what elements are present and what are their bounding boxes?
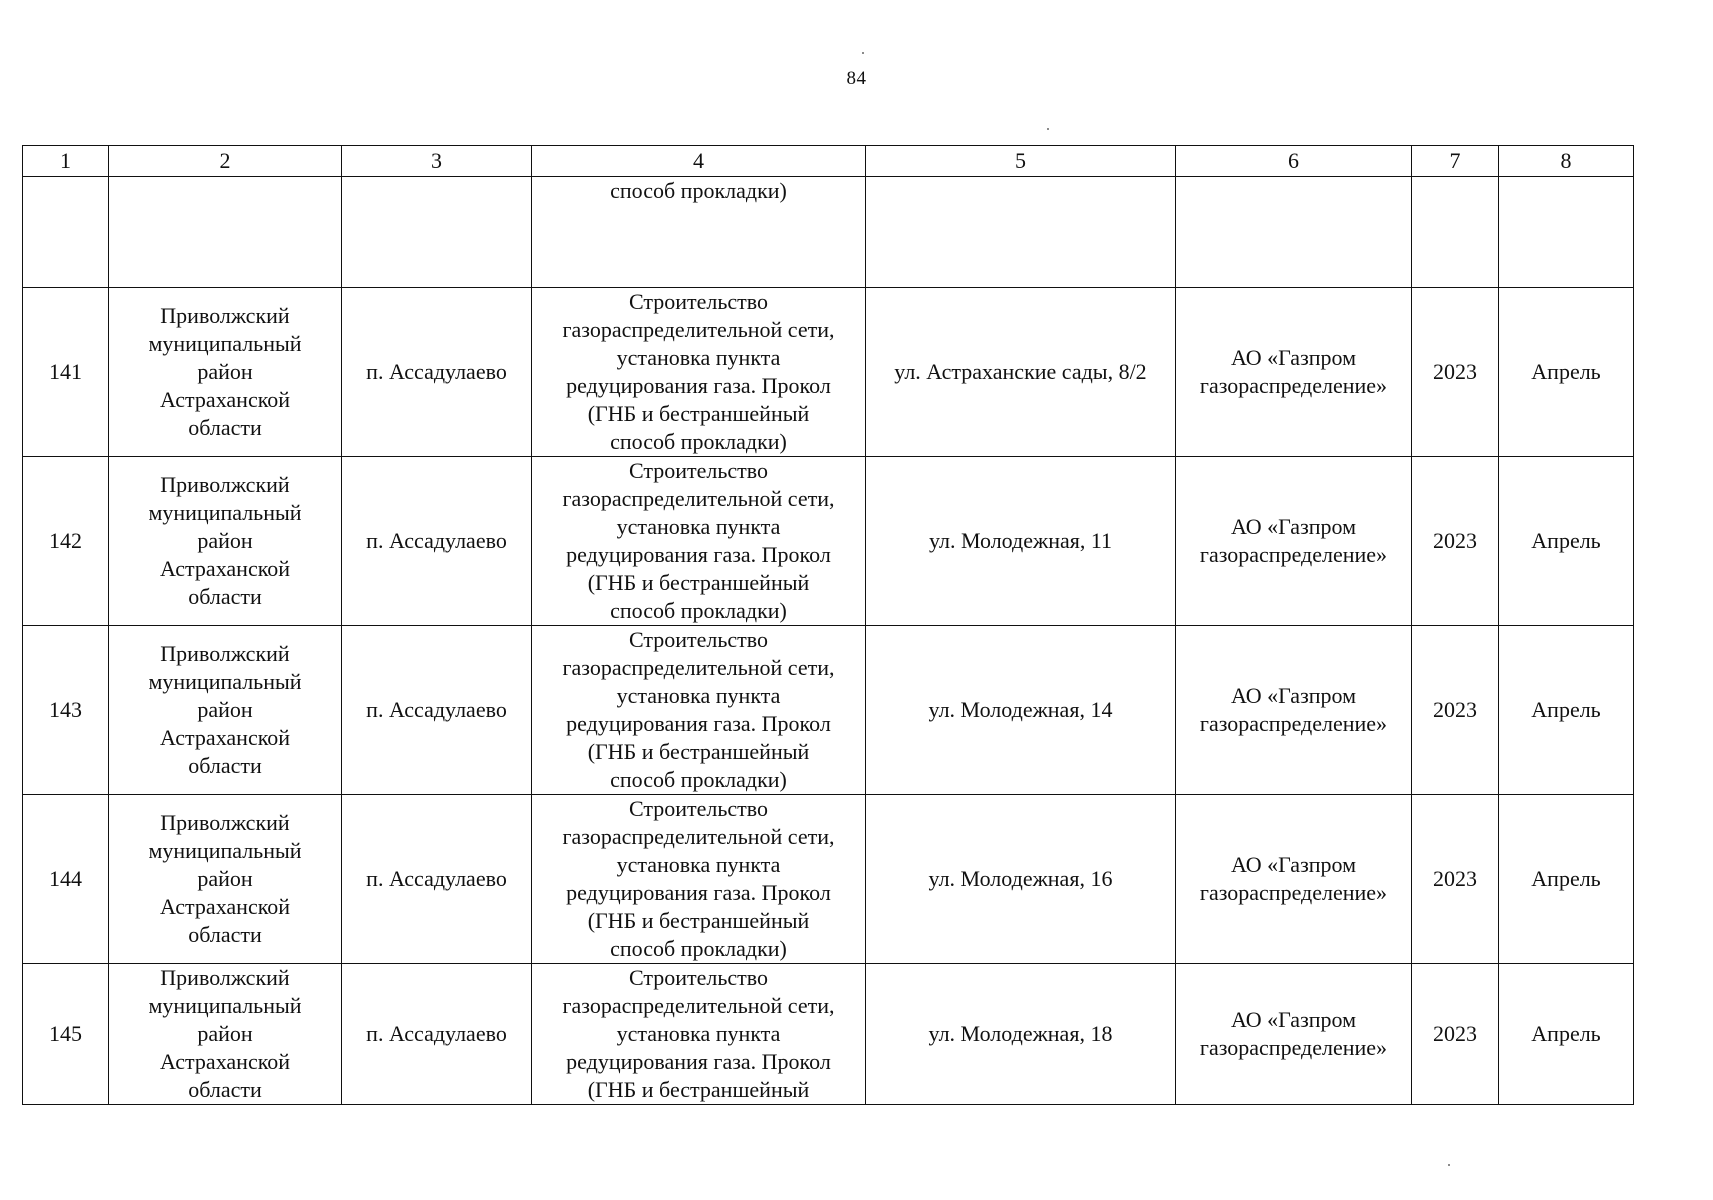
month-cell: Апрель (1499, 964, 1634, 1105)
row-number: 141 (23, 288, 109, 457)
header-col-4: 4 (532, 146, 866, 177)
district-cell-line: муниципальный (148, 331, 302, 356)
district-cell-line: муниципальный (148, 500, 302, 525)
work-description-cell-line: способ прокладки) (610, 429, 787, 454)
district-cell-line: Приволжский (160, 810, 290, 835)
district-cell (109, 964, 342, 1105)
organization-cell-line: газораспределение» (1199, 373, 1388, 398)
cont-cell-num (23, 177, 109, 288)
settlement-cell: п. Ассадулаево (342, 964, 532, 1105)
work-description-cell-line: газораспределительной сети, (562, 317, 835, 342)
works-table (22, 145, 1634, 1105)
organization-cell (1176, 288, 1412, 457)
district-cell-line: области (188, 753, 262, 778)
work-description-cell-line: установка пункта (616, 345, 781, 370)
district-cell-line: Приволжский (160, 472, 290, 497)
district-cell-line: район (197, 528, 253, 553)
address-cell: ул. Молодежная, 14 (866, 626, 1176, 795)
district-cell-line: Приволжский (160, 303, 290, 328)
district-cell-line: Астраханской (159, 725, 291, 750)
organization-cell-line: АО «Газпром (1230, 683, 1357, 708)
header-col-6: 6 (1176, 146, 1412, 177)
month-cell: Апрель (1499, 626, 1634, 795)
district-cell-line: области (188, 584, 262, 609)
month-cell: Апрель (1499, 795, 1634, 964)
cont-cell-month (1499, 177, 1634, 288)
table-row (23, 457, 1634, 626)
organization-cell (1176, 457, 1412, 626)
district-cell-line: Астраханской (159, 894, 291, 919)
work-description-cell (532, 626, 866, 795)
header-col-2: 2 (109, 146, 342, 177)
header-row (23, 146, 1634, 177)
cont-cell-org (1176, 177, 1412, 288)
district-cell-line: муниципальный (148, 993, 302, 1018)
cont-cell-work: способ прокладки) (532, 177, 866, 288)
district-cell-line: Астраханской (159, 387, 291, 412)
organization-cell-line: АО «Газпром (1230, 514, 1357, 539)
work-description-cell-line: (ГНБ и бестраншейный (587, 1077, 810, 1102)
district-cell-line: области (188, 415, 262, 440)
work-description-cell-line: газораспределительной сети, (562, 824, 835, 849)
district-cell (109, 288, 342, 457)
work-description-cell-line: газораспределительной сети, (562, 993, 835, 1018)
cont-cell-district (109, 177, 342, 288)
row-number: 145 (23, 964, 109, 1105)
work-description-cell-line: (ГНБ и бестраншейный (587, 401, 810, 426)
table-row (23, 288, 1634, 457)
settlement-cell: п. Ассадулаево (342, 457, 532, 626)
district-cell-line: Астраханской (159, 556, 291, 581)
organization-cell-line: АО «Газпром (1230, 345, 1357, 370)
cont-cell-year (1412, 177, 1499, 288)
cont-cell-address (866, 177, 1176, 288)
district-cell-line: район (197, 866, 253, 891)
district-cell-line: муниципальный (148, 838, 302, 863)
organization-cell (1176, 626, 1412, 795)
address-cell: ул. Астраханские сады, 8/2 (866, 288, 1176, 457)
year-cell: 2023 (1412, 964, 1499, 1105)
district-cell (109, 626, 342, 795)
organization-cell-line: АО «Газпром (1230, 852, 1357, 877)
work-description-cell-line: Строительство (628, 458, 769, 483)
work-description-cell-line: установка пункта (616, 852, 781, 877)
district-cell-line: муниципальный (148, 669, 302, 694)
page-number: 84 (846, 68, 867, 89)
year-cell: 2023 (1412, 626, 1499, 795)
organization-cell (1176, 795, 1412, 964)
header-col-5: 5 (866, 146, 1176, 177)
district-cell (109, 795, 342, 964)
table-row (23, 795, 1634, 964)
continuation-row (23, 177, 1634, 288)
work-description-cell-line: Строительство (628, 289, 769, 314)
work-description-cell-line: (ГНБ и бестраншейный (587, 739, 810, 764)
work-description-cell-line: газораспределительной сети, (562, 655, 835, 680)
organization-cell-line: газораспределение» (1199, 1035, 1388, 1060)
address-cell: ул. Молодежная, 18 (866, 964, 1176, 1105)
work-description-cell-line: (ГНБ и бестраншейный (587, 908, 810, 933)
district-cell-line: Приволжский (160, 641, 290, 666)
settlement-cell: п. Ассадулаево (342, 626, 532, 795)
year-cell: 2023 (1412, 288, 1499, 457)
header-col-8: 8 (1499, 146, 1634, 177)
district-cell-line: области (188, 1077, 262, 1102)
work-description-cell-line: редуцирования газа. Прокол (566, 373, 831, 398)
work-description-cell-line: установка пункта (616, 514, 781, 539)
work-description-cell-line: (ГНБ и бестраншейный (587, 570, 810, 595)
district-cell-line: области (188, 922, 262, 947)
scan-speck (862, 52, 864, 54)
year-cell: 2023 (1412, 795, 1499, 964)
cont-cell-settlement (342, 177, 532, 288)
work-description-cell-line: способ прокладки) (610, 767, 787, 792)
work-description-cell-line: установка пункта (616, 683, 781, 708)
address-cell: ул. Молодежная, 16 (866, 795, 1176, 964)
year-cell: 2023 (1412, 457, 1499, 626)
header-col-7: 7 (1412, 146, 1499, 177)
organization-cell-line: газораспределение» (1199, 880, 1388, 905)
header-col-1: 1 (23, 146, 109, 177)
district-cell-line: Приволжский (160, 965, 290, 990)
work-description-cell (532, 964, 866, 1105)
month-cell: Апрель (1499, 288, 1634, 457)
row-number: 144 (23, 795, 109, 964)
work-description-cell-line: Строительство (628, 796, 769, 821)
table-row (23, 964, 1634, 1105)
settlement-cell: п. Ассадулаево (342, 795, 532, 964)
organization-cell-line: АО «Газпром (1230, 1007, 1357, 1032)
month-cell: Апрель (1499, 457, 1634, 626)
district-cell-line: район (197, 697, 253, 722)
work-description-cell (532, 457, 866, 626)
district-cell-line: район (197, 359, 253, 384)
table-row (23, 626, 1634, 795)
scan-speck (1448, 1164, 1450, 1166)
work-description-cell (532, 795, 866, 964)
work-description-cell-line: способ прокладки) (610, 598, 787, 623)
work-description-cell-line: редуцирования газа. Прокол (566, 880, 831, 905)
work-description-cell-line: редуцирования газа. Прокол (566, 542, 831, 567)
district-cell-line: район (197, 1021, 253, 1046)
district-cell (109, 457, 342, 626)
row-number: 143 (23, 626, 109, 795)
settlement-cell: п. Ассадулаево (342, 288, 532, 457)
work-description-cell-line: Строительство (628, 965, 769, 990)
scan-speck (1047, 128, 1049, 130)
work-description-cell-line: Строительство (628, 627, 769, 652)
work-description-cell-line: установка пункта (616, 1021, 781, 1046)
work-description-cell-line: редуцирования газа. Прокол (566, 711, 831, 736)
organization-cell-line: газораспределение» (1199, 711, 1388, 736)
work-description-cell-line: редуцирования газа. Прокол (566, 1049, 831, 1074)
organization-cell-line: газораспределение» (1199, 542, 1388, 567)
header-col-3: 3 (342, 146, 532, 177)
work-description-cell-line: способ прокладки) (610, 936, 787, 961)
organization-cell (1176, 964, 1412, 1105)
district-cell-line: Астраханской (159, 1049, 291, 1074)
address-cell: ул. Молодежная, 11 (866, 457, 1176, 626)
row-number: 142 (23, 457, 109, 626)
work-description-cell (532, 288, 866, 457)
work-description-cell-line: газораспределительной сети, (562, 486, 835, 511)
